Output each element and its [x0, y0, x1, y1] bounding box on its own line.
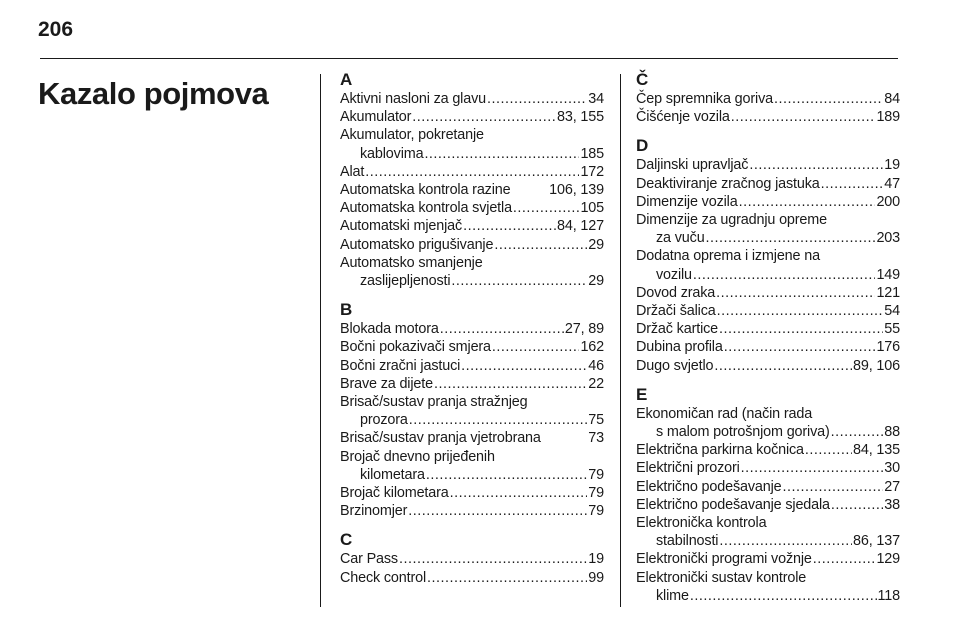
leader-dots — [426, 466, 587, 484]
entry-line — [636, 405, 900, 423]
entry-line — [340, 163, 604, 181]
index-entry — [636, 302, 900, 320]
entry-line — [340, 338, 604, 356]
index-entry — [340, 375, 604, 393]
index-entry — [340, 357, 604, 375]
index-entry — [340, 429, 604, 447]
entry-line — [636, 569, 900, 587]
leader-dots — [450, 484, 588, 502]
entry-line — [636, 247, 900, 265]
entry-term: Aktivni nasloni za glavu — [340, 91, 486, 107]
column-divider-2 — [620, 74, 621, 607]
index-section-b — [340, 290, 604, 520]
entry-term: Automatski mjenjač — [340, 218, 463, 235]
leader-dots — [783, 478, 884, 496]
leader-dots — [821, 175, 884, 193]
entry-line — [340, 145, 604, 163]
entry-line — [636, 338, 900, 356]
entry-term: Električno podešavanje sjedala — [636, 496, 830, 513]
index-entry — [636, 247, 900, 283]
entry-line — [340, 484, 604, 502]
entry-term: Čišćenje vozila — [636, 109, 730, 126]
entry-term: Daljinski upravljač — [636, 157, 749, 174]
entry-line — [340, 272, 604, 290]
entry-pages: 118 — [877, 587, 900, 604]
entry-line — [340, 411, 604, 429]
entry-term-continued: prozora — [360, 412, 408, 429]
leader-dots — [719, 320, 883, 338]
column-divider-1 — [320, 74, 321, 607]
index-entry — [636, 496, 900, 514]
section-letter: E — [636, 384, 648, 404]
entry-term-continued: zaslijepljenosti — [360, 273, 451, 290]
entry-pages: 54 — [884, 303, 900, 320]
entry-line — [340, 429, 604, 447]
entry-term-continued: za vuču — [656, 230, 705, 247]
leader-dots — [399, 550, 587, 568]
entry-term: Dodatna oprema i izmjene na — [636, 248, 820, 265]
entry-term-continued: stabilnosti — [656, 533, 719, 550]
leader-dots — [492, 338, 580, 356]
leader-dots — [739, 193, 876, 211]
entry-line — [340, 199, 604, 217]
entry-line — [636, 108, 900, 126]
leader-dots — [774, 90, 883, 108]
entry-pages: 79 — [588, 503, 604, 520]
entry-pages: 99 — [588, 569, 604, 586]
index-entry — [636, 211, 900, 247]
entry-pages: 176 — [876, 339, 900, 356]
entry-line — [340, 393, 604, 411]
entry-line — [636, 423, 900, 441]
entry-line — [636, 193, 900, 211]
entry-term: Alat — [340, 163, 365, 180]
entry-line — [636, 478, 900, 496]
index-section-c — [340, 520, 604, 586]
entry-pages: 22 — [588, 375, 604, 392]
index-entry — [340, 236, 604, 254]
index-entry — [636, 108, 900, 126]
index-section-a — [340, 70, 604, 290]
entry-pages: 172 — [580, 163, 604, 180]
entry-pages: 121 — [876, 284, 900, 301]
entry-line — [636, 320, 900, 338]
index-entry — [636, 193, 900, 211]
index-entry — [636, 357, 900, 375]
entry-term: Bočni zračni jastuci — [340, 357, 461, 374]
entry-pages: 29 — [588, 273, 604, 290]
leader-dots — [424, 145, 579, 163]
index-entry — [340, 90, 604, 108]
entry-pages: 19 — [588, 551, 604, 568]
entry-line — [340, 375, 604, 393]
entry-term-continued: klime — [656, 587, 689, 604]
index-entry — [340, 181, 604, 199]
entry-pages: 106, 139 — [549, 182, 604, 199]
entry-pages: 79 — [588, 466, 604, 483]
page-title: Kazalo pojmova — [38, 76, 269, 111]
index-entry — [340, 550, 604, 568]
leader-dots — [717, 302, 884, 320]
section-letter: Č — [636, 70, 649, 89]
leader-dots — [724, 338, 876, 356]
leader-dots — [409, 411, 588, 429]
leader-dots — [831, 423, 884, 441]
index-entry — [636, 320, 900, 338]
entry-line — [636, 302, 900, 320]
entry-term: Brisač/sustav pranja vjetrobrana — [340, 430, 541, 447]
leader-dots — [831, 496, 883, 514]
entry-pages: 162 — [580, 339, 604, 356]
leader-dots — [805, 441, 852, 459]
entry-line — [340, 357, 604, 375]
entry-term: Brisač/sustav pranja stražnjeg — [340, 394, 528, 411]
entry-line — [340, 550, 604, 568]
entry-term-continued: vozilu — [656, 266, 692, 283]
leader-dots — [427, 569, 587, 587]
entry-line — [340, 90, 604, 108]
entry-term: Automatsko smanjenje — [340, 254, 483, 271]
entry-line — [340, 466, 604, 484]
entry-pages: 38 — [884, 496, 900, 513]
index-entry — [636, 175, 900, 193]
index-entry — [340, 448, 604, 484]
entry-term: Električno podešavanje — [636, 478, 782, 495]
entry-term: Elektronička kontrola — [636, 515, 767, 532]
index-column-1 — [340, 70, 604, 587]
index-entry — [340, 254, 604, 290]
index-entry — [340, 108, 604, 126]
entry-line — [340, 126, 604, 144]
entry-line — [340, 181, 604, 199]
section-gap — [340, 520, 604, 530]
index-section-d — [636, 126, 900, 374]
entry-pages: 189 — [876, 109, 900, 126]
index-entry — [340, 217, 604, 235]
index-entry — [340, 569, 604, 587]
leader-dots — [463, 217, 556, 235]
page-number: 206 — [38, 18, 74, 41]
index-entry — [340, 338, 604, 356]
entry-pages: 86, 137 — [853, 533, 900, 550]
entry-term: Električna parkirna kočnica — [636, 442, 804, 459]
entry-pages: 75 — [588, 412, 604, 429]
leader-dots — [412, 108, 556, 126]
leader-dots — [706, 229, 876, 247]
index-entry — [636, 459, 900, 477]
section-gap — [636, 375, 900, 385]
entry-pages: 105 — [580, 200, 604, 217]
entry-term: Držač kartice — [636, 321, 719, 338]
entry-pages: 30 — [884, 460, 900, 477]
index-entry — [636, 569, 900, 605]
leader-dots — [487, 90, 587, 108]
index-entry — [636, 284, 900, 302]
entry-line — [636, 175, 900, 193]
entry-pages: 19 — [884, 157, 900, 174]
index-entry — [340, 484, 604, 502]
entry-term-continued: kablovima — [360, 145, 424, 162]
entry-line — [340, 217, 604, 235]
entry-term: Akumulator — [340, 109, 412, 126]
entry-term: Dimenzije vozila — [636, 193, 738, 210]
index-entry — [340, 126, 604, 162]
leader-dots — [714, 357, 852, 375]
index-section-e — [636, 375, 900, 605]
entry-term-continued: s malom potrošnjom goriva) — [656, 424, 830, 441]
entry-line — [636, 211, 900, 229]
entry-pages: 55 — [884, 321, 900, 338]
entry-term: Dimenzije za ugradnju opreme — [636, 212, 827, 229]
entry-term: Brojač dnevno prijeđenih — [340, 448, 495, 465]
entry-term: Elektronički sustav kontrole — [636, 569, 807, 586]
entry-line — [340, 502, 604, 520]
entry-line — [636, 459, 900, 477]
entry-pages: 84, 135 — [853, 442, 900, 459]
leader-dots — [513, 199, 580, 217]
entry-line — [340, 320, 604, 338]
entry-term: Električni prozori — [636, 460, 740, 477]
leader-dots — [693, 266, 876, 284]
entry-term: Car Pass — [340, 551, 398, 568]
leader-dots — [461, 357, 587, 375]
entry-line — [340, 448, 604, 466]
leader-dots — [365, 163, 579, 181]
entry-term: Dubina profila — [636, 339, 723, 356]
header-rule — [40, 58, 898, 59]
entry-term: Deaktiviranje zračnog jastuka — [636, 175, 820, 192]
entry-line — [636, 587, 900, 605]
entry-pages: 73 — [588, 430, 604, 447]
index-entry — [636, 478, 900, 496]
entry-term: Akumulator, pokretanje — [340, 127, 484, 144]
entry-line — [636, 550, 900, 568]
entry-term: Blokada motora — [340, 321, 439, 338]
entry-pages: 27, 89 — [564, 321, 604, 338]
entry-term: Ekonomičan rad (način rada — [636, 405, 813, 422]
entry-line — [340, 254, 604, 272]
entry-term: Dovod zraka — [636, 284, 716, 301]
leader-dots — [440, 320, 564, 338]
index-entry — [340, 163, 604, 181]
index-entry — [340, 393, 604, 429]
leader-dots — [434, 375, 587, 393]
entry-line — [636, 266, 900, 284]
entry-pages: 149 — [876, 266, 900, 283]
entry-line — [340, 569, 604, 587]
entry-pages: 79 — [588, 485, 604, 502]
leader-dots — [731, 108, 876, 126]
leader-dots — [719, 532, 852, 550]
entry-term-continued: kilometara — [360, 466, 425, 483]
entry-line — [636, 532, 900, 550]
entry-line — [340, 108, 604, 126]
index-entry — [636, 90, 900, 108]
entry-line — [636, 496, 900, 514]
section-gap — [636, 126, 900, 136]
entry-pages: 185 — [580, 145, 604, 162]
entry-pages: 34 — [588, 91, 604, 107]
leader-dots — [741, 459, 884, 477]
entry-term: Brojač kilometara — [340, 485, 449, 502]
entry-term: Automatsko prigušivanje — [340, 236, 494, 253]
entry-pages: 46 — [588, 357, 604, 374]
section-letter: B — [340, 300, 353, 320]
entry-term: Check control — [340, 569, 427, 586]
entry-pages: 89, 106 — [853, 357, 900, 374]
leader-dots — [451, 272, 587, 290]
entry-term: Brzinomjer — [340, 503, 408, 520]
index-entry — [340, 320, 604, 338]
entry-term: Automatska kontrola razine — [340, 182, 511, 199]
entry-term: Držači šalica — [636, 303, 716, 320]
leader-dots — [716, 284, 875, 302]
index-entry — [636, 514, 900, 550]
entry-pages: 83, 155 — [557, 109, 604, 126]
entry-term: Brave za dijete — [340, 375, 433, 392]
entry-line — [636, 284, 900, 302]
entry-pages: 200 — [876, 193, 900, 210]
entry-pages: 129 — [876, 551, 900, 568]
leader-dots — [749, 156, 883, 174]
entry-line — [636, 90, 900, 108]
index-entry — [340, 199, 604, 217]
entry-line — [636, 156, 900, 174]
entry-term: Automatska kontrola svjetla — [340, 200, 512, 217]
index-entry — [636, 550, 900, 568]
section-letter: A — [340, 70, 353, 89]
section-gap — [340, 290, 604, 300]
entry-pages: 84, 127 — [557, 218, 604, 235]
entry-line — [636, 514, 900, 532]
entry-pages: 27 — [884, 478, 900, 495]
entry-term: Dugo svjetlo — [636, 357, 714, 374]
index-column-2 — [636, 70, 900, 605]
index-entry — [340, 502, 604, 520]
entry-term: Elektronički programi vožnje — [636, 551, 812, 568]
entry-pages: 47 — [884, 175, 900, 192]
index-entry — [636, 156, 900, 174]
entry-pages: 203 — [876, 230, 900, 247]
entry-line — [636, 229, 900, 247]
section-letter: D — [636, 136, 649, 156]
entry-pages: 29 — [588, 236, 604, 253]
index-section-č — [636, 70, 900, 126]
entry-line — [340, 236, 604, 254]
leader-dots — [408, 502, 587, 520]
index-entry — [636, 338, 900, 356]
entry-line — [636, 357, 900, 375]
entry-pages: 84 — [884, 91, 900, 107]
index-entry — [636, 441, 900, 459]
index-entry — [636, 405, 900, 441]
section-letter: C — [340, 530, 353, 550]
leader-dots — [813, 550, 876, 568]
entry-pages: 88 — [884, 424, 900, 441]
leader-dots — [690, 587, 877, 605]
entry-line — [636, 441, 900, 459]
entry-term: Bočni pokazivači smjera — [340, 339, 491, 356]
leader-dots — [494, 236, 587, 254]
entry-term: Čep spremnika goriva — [636, 91, 773, 107]
